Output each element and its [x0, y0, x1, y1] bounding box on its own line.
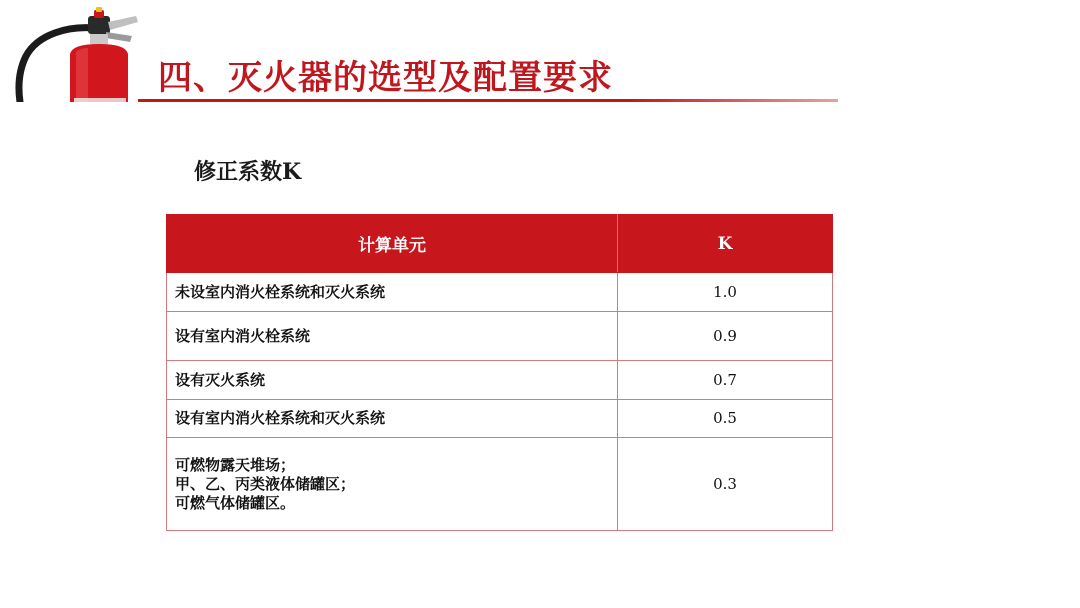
column-header-k: K	[618, 215, 833, 273]
k-value-cell: 0.9	[618, 312, 833, 361]
k-value-cell: 0.3	[618, 438, 833, 531]
table-header-row	[167, 215, 833, 273]
unit-text: 设有室内消火栓系统和灭火系统	[175, 409, 386, 427]
unit-cell	[167, 312, 618, 361]
correction-factor-table	[166, 214, 833, 531]
k-value-cell: 0.7	[618, 361, 833, 400]
fire-extinguisher-image	[8, 6, 148, 102]
unit-text: 甲、乙、丙类液体储罐区；	[175, 474, 356, 493]
table-row	[167, 273, 833, 312]
k-value-cell: 1.0	[618, 273, 833, 312]
table-row	[167, 361, 833, 400]
section-subtitle: 修正系数K	[194, 159, 302, 185]
unit-cell	[167, 273, 618, 312]
unit-text: 可燃气体储罐区。	[175, 493, 296, 512]
table-row	[167, 438, 833, 531]
unit-cell	[167, 438, 618, 531]
column-header-unit: 计算单元	[167, 215, 618, 273]
unit-text: 设有室内消火栓系统	[175, 326, 311, 345]
table-row	[167, 312, 833, 361]
page-title: 四、灭火器的选型及配置要求	[158, 58, 613, 98]
unit-cell	[167, 400, 618, 438]
table-row	[167, 400, 833, 438]
unit-text: 未设室内消火栓系统和灭火系统	[175, 282, 386, 301]
unit-text: 可燃物露天堆场；	[175, 455, 296, 474]
unit-text: 设有灭火系统	[175, 370, 266, 389]
unit-cell	[167, 361, 618, 400]
title-underline	[138, 99, 838, 102]
k-value-cell: 0.5	[618, 400, 833, 438]
